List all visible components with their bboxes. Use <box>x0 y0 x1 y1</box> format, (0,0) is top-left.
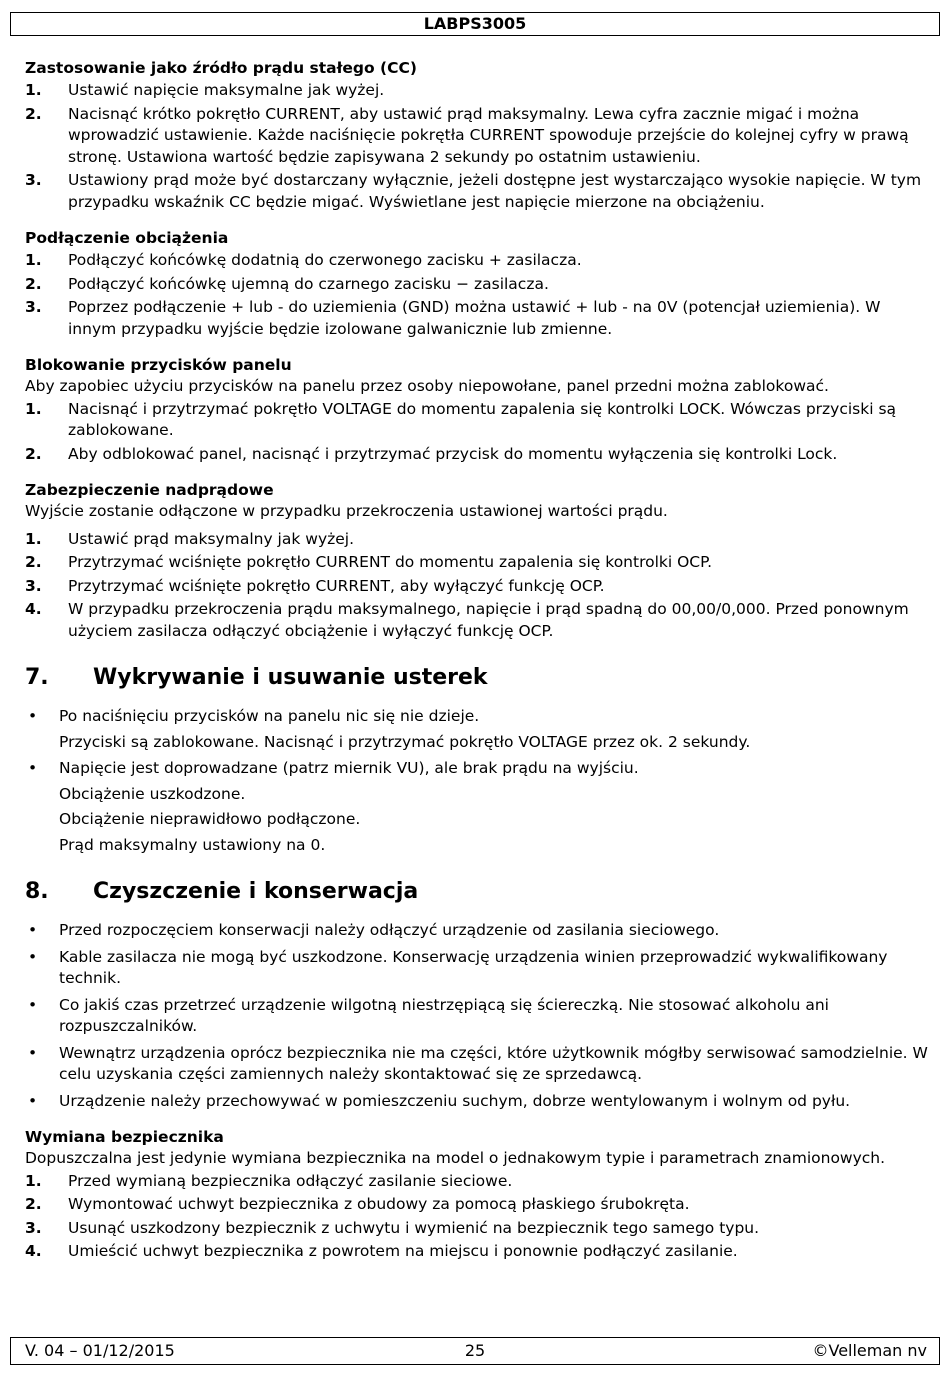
ocp-intro: Wyjście zostanie odłączone w przypadku przekroczenia ustawionej wartości prądu. <box>25 502 668 520</box>
item-text: Ustawić prąd maksymalny jak wyżej. <box>68 529 355 548</box>
item-number: 3. <box>25 298 42 316</box>
list-item <box>25 80 930 102</box>
list-item <box>25 995 930 1038</box>
solution-text: Prąd maksymalny ustawiony na 0. <box>59 835 326 854</box>
load-steps <box>25 250 930 340</box>
page-content <box>25 57 930 1265</box>
bullet-icon: • <box>28 995 38 1014</box>
fuse-intro: Dopuszczalna jest jedynie wymiana bezpiecznika na model o jednakowym typie i parametrach znamionowych. <box>25 1149 886 1167</box>
item-text: Przed wymianą bezpiecznika odłączyć zasilanie sieciowe. <box>68 1171 513 1190</box>
item-text: Wewnątrz urządzenia oprócz bezpiecznika nie ma części, które użytkownik mógłby serwisować samodzielnie. W celu uzyskania części zamiennych należy skontaktować się ze sprzedawcą. <box>59 1043 928 1083</box>
item-number: 3. <box>25 171 42 189</box>
item-text: Przed rozpoczęciem konserwacji należy odłączyć urządzenie od zasilania sieciowego. <box>59 921 720 939</box>
list-item <box>25 250 930 272</box>
maintenance-list <box>25 920 930 1112</box>
list-item <box>25 599 930 642</box>
item-text: Przytrzymać wciśnięte pokrętło CURRENT do momentu zapalenia się kontrolki OCP. <box>68 553 712 571</box>
item-text: Przytrzymać wciśnięte pokrętło CURRENT, aby wyłączyć funkcję OCP. <box>68 576 605 595</box>
item-text: Poprzez podłączenie + lub - do uziemienia (GND) można ustawić + lub - na 0V (potencjał uziemienia). W innym przypadku wyjście będzie izolowane galwanicznie lub zmienne. <box>68 298 881 338</box>
list-item <box>25 444 930 466</box>
item-text: Podłączyć końcówkę dodatnią do czerwonego zacisku + zasilacza. <box>68 251 582 269</box>
item-number: 1. <box>25 399 42 418</box>
list-item <box>25 297 930 340</box>
page-footer <box>10 1337 940 1365</box>
list-item <box>25 758 930 856</box>
footer-page-number: 25 <box>464 1341 486 1360</box>
list-item <box>25 576 930 598</box>
solution-text: Przyciski są zablokowane. Nacisnąć i przytrzymać pokrętło VOLTAGE przez ok. 2 sekundy. <box>59 732 751 751</box>
item-number: 3. <box>25 1218 42 1237</box>
item-number: 1. <box>25 81 42 99</box>
list-item <box>25 399 930 442</box>
bullet-icon: • <box>28 921 38 939</box>
solution-text: Obciążenie uszkodzone. <box>59 784 246 803</box>
list-item <box>25 1043 930 1086</box>
item-number: 4. <box>25 600 42 618</box>
ocp-steps <box>25 529 930 643</box>
troubleshooting-list <box>25 706 930 856</box>
list-item <box>25 1218 930 1240</box>
list-item <box>25 104 930 169</box>
section-heading-7 <box>25 664 930 692</box>
lock-steps <box>25 399 930 466</box>
bullet-icon: • <box>28 707 38 725</box>
header-title: LABPS3005 <box>423 14 527 33</box>
item-number: 3. <box>25 576 42 595</box>
section-number: 7. <box>25 665 49 690</box>
lock-intro: Aby zapobiec użyciu przycisków na panelu przez osoby niepowołane, panel przedni można zablokować. <box>25 377 829 395</box>
section-heading-8 <box>25 878 930 906</box>
item-number: 2. <box>25 1195 42 1213</box>
list-item <box>25 920 930 942</box>
item-number: 2. <box>25 104 42 123</box>
list-item <box>25 947 930 990</box>
item-text: Wymontować uchwyt bezpiecznika z obudowy za pomocą płaskiego śrubokręta. <box>68 1195 690 1213</box>
list-item <box>25 529 930 551</box>
footer-copyright: ©Velleman nv <box>812 1341 927 1360</box>
page-header <box>10 12 940 36</box>
item-number: 1. <box>25 251 42 269</box>
item-number: 2. <box>25 444 42 463</box>
item-text: Co jakiś czas przetrzeć urządzenie wilgotną niestrzępiącą się ściereczką. Nie stosować alkoholu ani rozpuszczalników. <box>59 995 829 1035</box>
item-text: Umieścić uchwyt bezpiecznika z powrotem na miejscu i ponownie podłączyć zasilanie. <box>68 1242 738 1260</box>
item-text: Ustawiony prąd może być dostarczany wyłącznie, jeżeli dostępne jest wystarczająco wysokie napięcie. W tym przypadku wskaźnik CC będzie migać. Wyświetlane jest napięcie mierzone na obciążeniu. <box>68 171 922 211</box>
item-text: Kable zasilacza nie mogą być uszkodzone. Konserwację urządzenia winien przeprowadzić wykwalifikowany technik. <box>59 947 888 987</box>
section-title-lock: Blokowanie przycisków panelu <box>25 356 292 374</box>
section-title-fuse: Wymiana bezpiecznika <box>25 1128 224 1146</box>
bullet-icon: • <box>28 1043 38 1062</box>
item-text: Nacisnąć krótko pokrętło CURRENT, aby ustawić prąd maksymalny. Lewa cyfra zacznie migać i można wprowadzić ustawienie. Każde naciśnięcie pokrętła CURRENT spowoduje przejście do kolejnej cyfry w prawą stronę. Ustawiona wartość będzie zapisywana 2 sekundy po ostatnim ustawieniu. <box>68 104 909 166</box>
bullet-icon: • <box>28 947 38 966</box>
item-text: Urządzenie należy przechowywać w pomieszczeniu suchym, dobrze wentylowanym i wolnym od pyłu. <box>59 1091 851 1110</box>
item-number: 4. <box>25 1242 42 1260</box>
item-number: 1. <box>25 529 42 548</box>
list-item <box>25 552 930 574</box>
section-title-load: Podłączenie obciążenia <box>25 229 229 247</box>
list-item <box>25 1194 930 1216</box>
section-title-cc: Zastosowanie jako źródło prądu stałego (CC) <box>25 59 417 77</box>
item-number: 1. <box>25 1171 42 1190</box>
problem-text: Po naciśnięciu przycisków na panelu nic się nie dzieje. <box>59 707 480 725</box>
list-item <box>25 170 930 213</box>
item-text: W przypadku przekroczenia prądu maksymalnego, napięcie i prąd spadną do 00,00/0,000. Przed ponownym użyciem zasilacza odłączyć obciążenie i wyłączyć funkcję OCP. <box>68 600 909 640</box>
bullet-icon: • <box>28 1091 38 1110</box>
list-item <box>25 706 930 753</box>
list-item <box>25 1091 930 1113</box>
item-text: Usunąć uszkodzony bezpiecznik z uchwytu i wymienić na bezpiecznik tego samego typu. <box>68 1218 760 1237</box>
cc-steps <box>25 80 930 213</box>
section-heading-text: Wykrywanie i usuwanie usterek <box>93 665 488 690</box>
fuse-steps <box>25 1171 930 1263</box>
section-heading-text: Czyszczenie i konserwacja <box>93 879 419 904</box>
list-item <box>25 274 930 296</box>
item-text: Ustawić napięcie maksymalne jak wyżej. <box>68 81 385 99</box>
problem-text: Napięcie jest doprowadzane (patrz miernik VU), ale brak prądu na wyjściu. <box>59 759 639 777</box>
item-number: 2. <box>25 274 42 293</box>
footer-version: V. 04 – 01/12/2015 <box>25 1341 175 1360</box>
section-number: 8. <box>25 879 49 904</box>
list-item <box>25 1241 930 1263</box>
bullet-icon: • <box>28 759 38 777</box>
item-number: 2. <box>25 553 42 571</box>
section-title-ocp: Zabezpieczenie nadprądowe <box>25 481 274 499</box>
solution-text: Obciążenie nieprawidłowo podłączone. <box>59 810 361 828</box>
item-text: Podłączyć końcówkę ujemną do czarnego zacisku − zasilacza. <box>68 274 549 293</box>
item-text: Aby odblokować panel, nacisnąć i przytrzymać przycisk do momentu wyłączenia się kontrolki Lock. <box>68 444 838 463</box>
item-text: Nacisnąć i przytrzymać pokrętło VOLTAGE do momentu zapalenia się kontrolki LOCK. Wówczas przyciski są zablokowane. <box>68 399 897 439</box>
list-item <box>25 1171 930 1193</box>
